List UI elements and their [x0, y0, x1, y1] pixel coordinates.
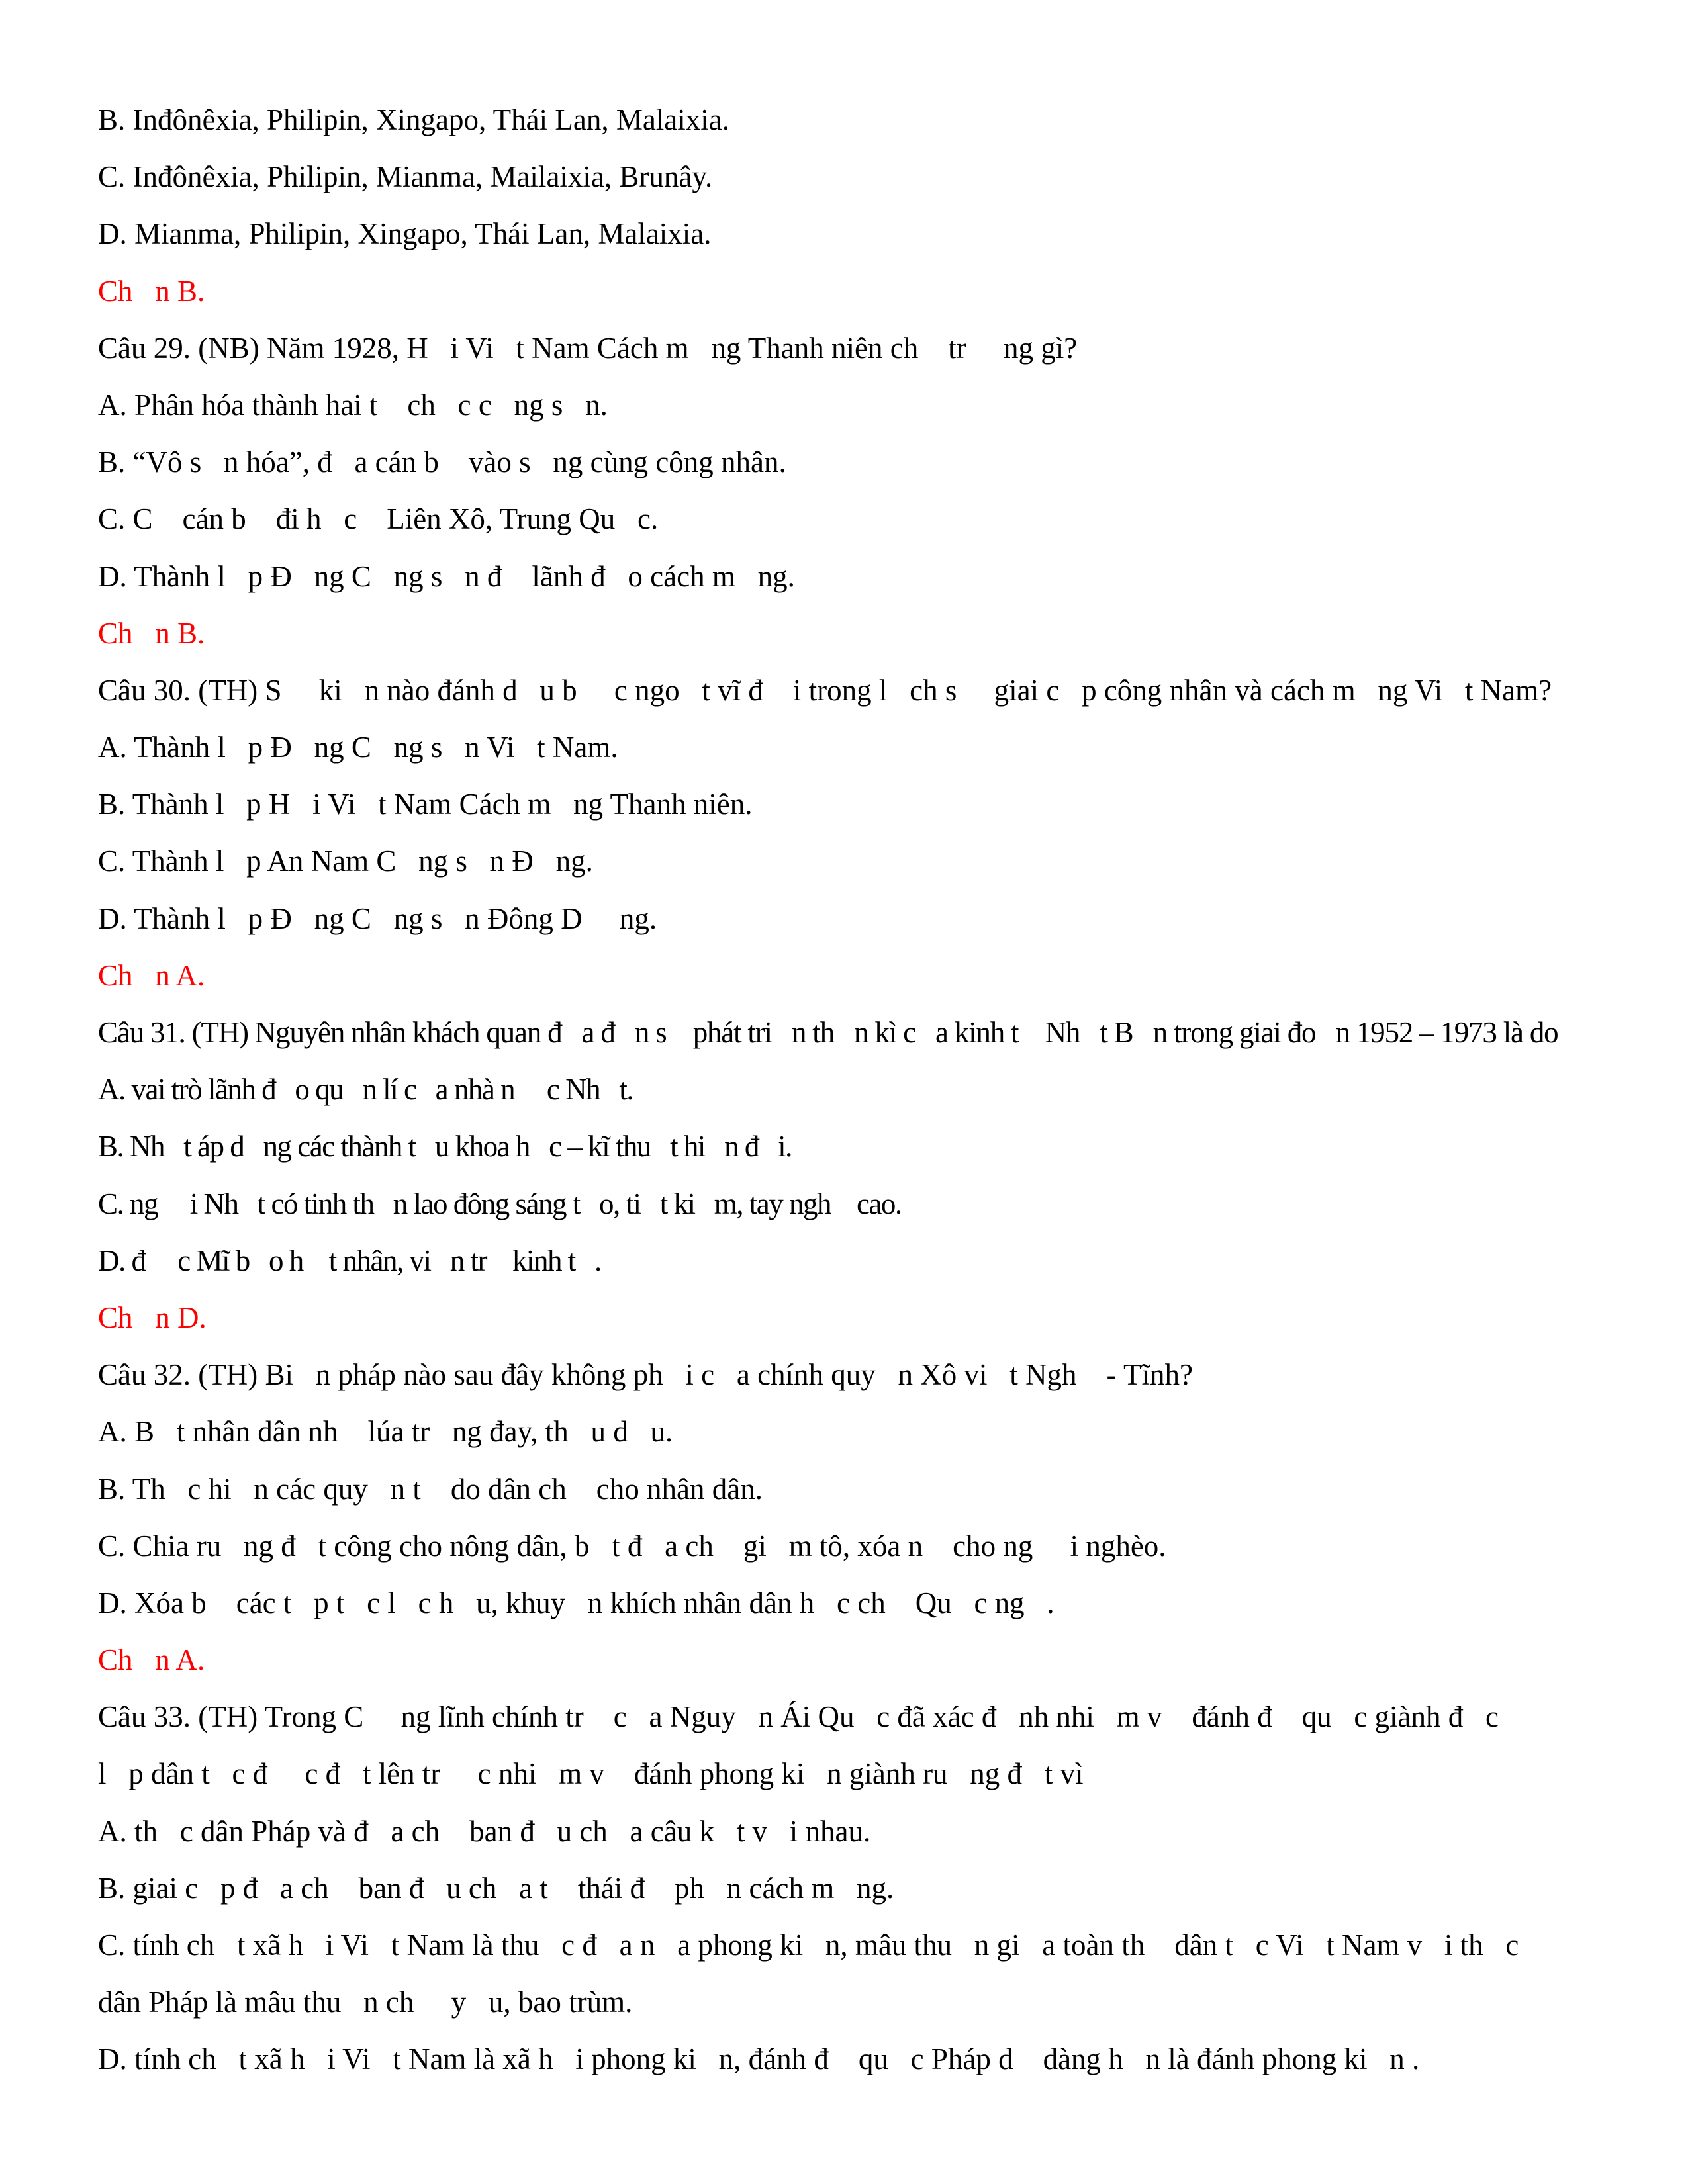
option-line: D. Mianma, Philipin, Xingapo, Thái Lan, Malaixia. [98, 217, 712, 251]
option-line: D. Thành l p Đ ng C ng s n đ lãnh đ o cách m ng. [98, 559, 795, 593]
option-line: D. Xóa b các t p t c l c h u, khuy n khích nhân dân h c ch Qu c ng . [98, 1586, 1055, 1619]
option-line: A. Thành l p Đ ng C ng s n Vi t Nam. [98, 731, 618, 764]
option-line: C. C cán b đi h c Liên Xô, Trung Qu c. [98, 502, 659, 536]
option-line: C. ng i Nh t có tinh th n lao đông sáng t o, ti t ki m, tay ngh cao. [98, 1187, 902, 1220]
option-line: B. Th c hi n các quy n t do dân ch cho nhân dân. [98, 1472, 763, 1506]
document-page [98, 91, 1601, 2088]
question-31: Câu 31. (TH) Nguyên nhân khách quan đ a đ n s phát tri n th n kì c a kinh t Nh t B n trong giai đo n 1952 – 1973 là do [98, 1016, 1558, 1049]
option-line: D. Thành l p Đ ng C ng s n Đông D ng. [98, 901, 657, 935]
option-line: A. Phân hóa thành hai t ch c c ng s n. [98, 388, 608, 422]
option-line: C. tính ch t xã h i Vi t Nam là thu c đ a n a phong ki n, mâu thu n gi a toàn th dân t c Vi t Nam v i th c [98, 1929, 1519, 1962]
answer-line: Ch n B. [98, 616, 205, 650]
answer-line: Ch n A. [98, 1643, 205, 1677]
answer-line: Ch n D. [98, 1300, 207, 1334]
option-line: D. đ c Mĩ b o h t nhân, vi n tr kinh t . [98, 1244, 601, 1277]
answer-line: Ch n B. [98, 274, 205, 308]
option-line: B. Nh t áp d ng các thành t u khoa h c – kĩ thu t hi n đ i. [98, 1130, 792, 1163]
answer-line: Ch n A. [98, 958, 205, 992]
option-line: A. B t nhân dân nh lúa tr ng đay, th u d u. [98, 1415, 673, 1449]
option-line-continued: dân Pháp là mâu thu n ch y u, bao trùm. [98, 1985, 633, 2019]
question-33-continued: l p dân t c đ c đ t lên tr c nhi m v đánh phong ki n giành ru ng đ t vì [98, 1757, 1084, 1791]
option-line: B. “Vô s n hóa”, đ a cán b vào s ng cùng công nhân. [98, 445, 786, 479]
option-line: B. Inđônêxia, Philipin, Xingapo, Thái Lan, Malaixia. [98, 103, 730, 136]
option-line: B. Thành l p H i Vi t Nam Cách m ng Thanh niên. [98, 788, 753, 821]
option-line: C. Chia ru ng đ t công cho nông dân, b t đ a ch gi m tô, xóa n cho ng i nghèo. [98, 1529, 1166, 1563]
question-30: Câu 30. (TH) S ki n nào đánh d u b c ngo t vĩ đ i trong l ch s giai c p công nhân và cách m ng Vi t Nam? [98, 673, 1552, 707]
option-line: B. giai c p đ a ch ban đ u ch a t thái đ ph n cách m ng. [98, 1871, 894, 1905]
question-29: Câu 29. (NB) Năm 1928, H i Vi t Nam Cách m ng Thanh niên ch tr ng gì? [98, 331, 1078, 365]
option-line: A. vai trò lãnh đ o qu n lí c a nhà n c Nh t. [98, 1073, 633, 1107]
option-line: D. tính ch t xã h i Vi t Nam là xã h i phong ki n, đánh đ qu c Pháp d dàng h n là đánh phong ki n . [98, 2042, 1420, 2076]
option-line: C. Inđônêxia, Philipin, Mianma, Mailaixia, Brunây. [98, 160, 713, 194]
option-line: A. th c dân Pháp và đ a ch ban đ u ch a câu k t v i nhau. [98, 1814, 871, 1848]
option-line: C. Thành l p An Nam C ng s n Đ ng. [98, 844, 593, 878]
question-32: Câu 32. (TH) Bi n pháp nào sau đây không ph i c a chính quy n Xô vi t Ngh - Tĩnh? [98, 1358, 1193, 1392]
question-33: Câu 33. (TH) Trong C ng lĩnh chính tr c a Nguy n Ái Qu c đã xác đ nh nhi m v đánh đ qu c giành đ c [98, 1700, 1499, 1734]
